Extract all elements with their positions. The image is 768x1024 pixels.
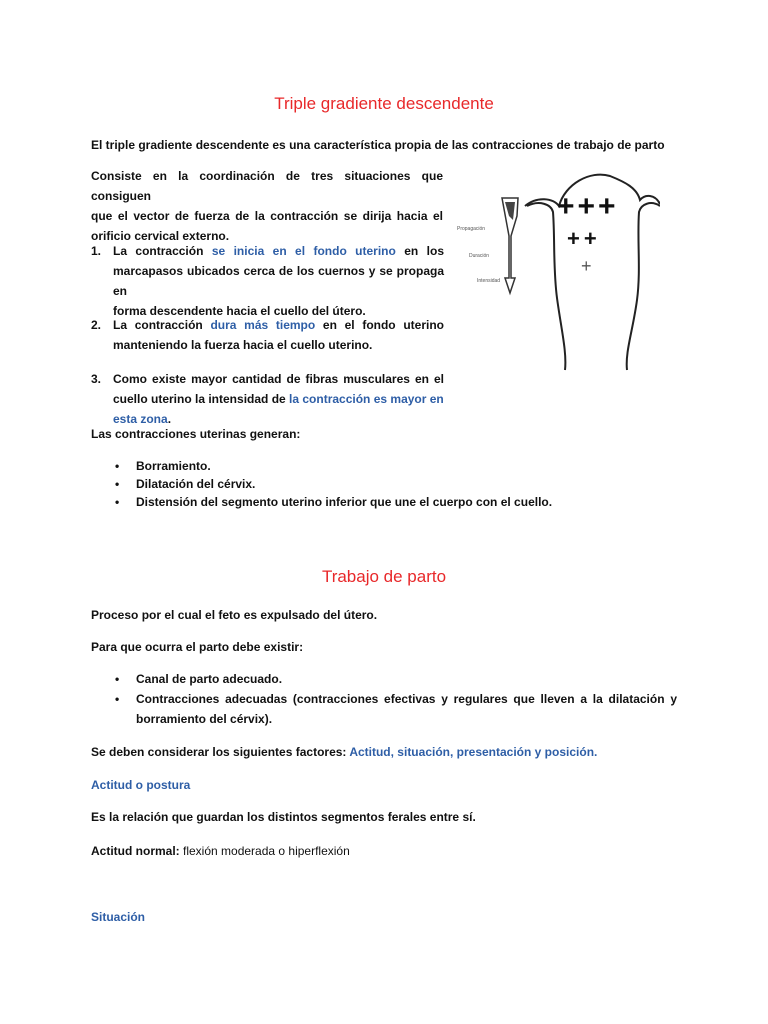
consiste-line-1: Consiste en la coordinación de tres situaciones que consiguen: [91, 169, 443, 203]
arrow-label-propagacion: Propagación: [457, 226, 486, 232]
list-item-3: [113, 369, 444, 429]
bullet-borramiento: Borramiento.: [136, 459, 211, 473]
highlight-dura-mas: dura más tiempo: [210, 318, 316, 332]
consiste-line-2: que el vector de fuerza de la contracción se dirija hacia el: [91, 209, 443, 223]
bullet-icon: •: [115, 459, 120, 473]
para-que-paragraph: Para que ocurra el parto debe existir:: [91, 640, 304, 654]
highlight-factores: Actitud, situación, presentación y posición.: [349, 745, 598, 759]
bullet-contracciones: [136, 689, 677, 729]
highlight-inicia-fondo: se inicia en el fondo uterino: [211, 244, 396, 258]
consiste-paragraph: [91, 166, 443, 246]
bullet-contracciones-line-1: Contracciones adecuadas (contracciones efectivas y regulares que lleven a la dilatación y: [136, 692, 677, 706]
heading-actitud-postura: Actitud o postura: [91, 778, 191, 792]
consiste-line-3: orificio cervical externo.: [91, 229, 230, 243]
list-item-2-line-2: manteniendo la fuerza hacia el cuello uterino.: [113, 338, 373, 352]
list-number-3: 3.: [91, 372, 102, 386]
bullet-icon: •: [115, 672, 120, 686]
list-number-2: 2.: [91, 318, 102, 332]
list-item-2-line-1: La contracción dura más tiempo en el fondo uterino: [113, 318, 445, 332]
section-title-trabajo-parto: Trabajo de parto: [321, 567, 447, 586]
list-item-3-line-1: Como existe mayor cantidad de fibras musculares en el: [113, 372, 444, 386]
section-title-triple-gradiente: Triple gradiente descendente: [274, 94, 494, 113]
factores-paragraph: Se deben considerar los siguientes factores: Actitud, situación, presentación y posición.: [91, 745, 598, 759]
arrow-label-intensidad: Intensidad: [477, 278, 501, 284]
plus-row-medium: ++: [567, 226, 601, 251]
generan-paragraph: Las contracciones uterinas generan:: [91, 427, 301, 441]
intro-paragraph: El triple gradiente descendente es una característica propia de las contracciones de trabajo de parto: [91, 138, 665, 152]
list-item-1-line-3: forma descendente hacia el cuello del útero.: [113, 304, 366, 318]
bullet-distension: Distensión del segmento uterino inferior que une el cuerpo con el cuello.: [136, 495, 553, 509]
bullet-canal: Canal de parto adecuado.: [136, 672, 283, 686]
plus-row-high: +++: [557, 190, 619, 223]
bullet-icon: •: [115, 495, 120, 509]
list-item-1-line-2: marcapasos ubicados cerca de los cuernos y se propaga en: [113, 264, 444, 298]
heading-situacion: Situación: [91, 910, 146, 924]
bullet-contracciones-line-2: borramiento del cérvix).: [136, 712, 273, 726]
list-item-2: [113, 315, 444, 355]
uterus-gradient-figure: [455, 160, 660, 375]
plus-row-low: +: [581, 256, 592, 276]
list-item-3-line-2: cuello uterino la intensidad de la contracción es mayor en esta zona.: [113, 392, 444, 426]
arrow-label-duracion: Duración: [469, 253, 490, 259]
list-item-1-line-1: La contracción se inicia en el fondo uterino en los: [113, 244, 445, 258]
list-number-1: 1.: [91, 244, 102, 258]
highlight-mayor-zona: la contracción es mayor en esta zona: [113, 392, 444, 426]
bullet-icon: •: [115, 477, 120, 491]
list-item-1: [113, 241, 444, 321]
bullet-icon: •: [115, 692, 120, 706]
proceso-paragraph: Proceso por el cual el feto es expulsado del útero.: [91, 608, 378, 622]
actitud-normal: Actitud normal: flexión moderada o hiperflexión: [91, 844, 350, 858]
actitud-definition: Es la relación que guardan los distintos segmentos ferales entre sí.: [91, 810, 476, 824]
bullet-dilatacion: Dilatación del cérvix.: [136, 477, 256, 491]
